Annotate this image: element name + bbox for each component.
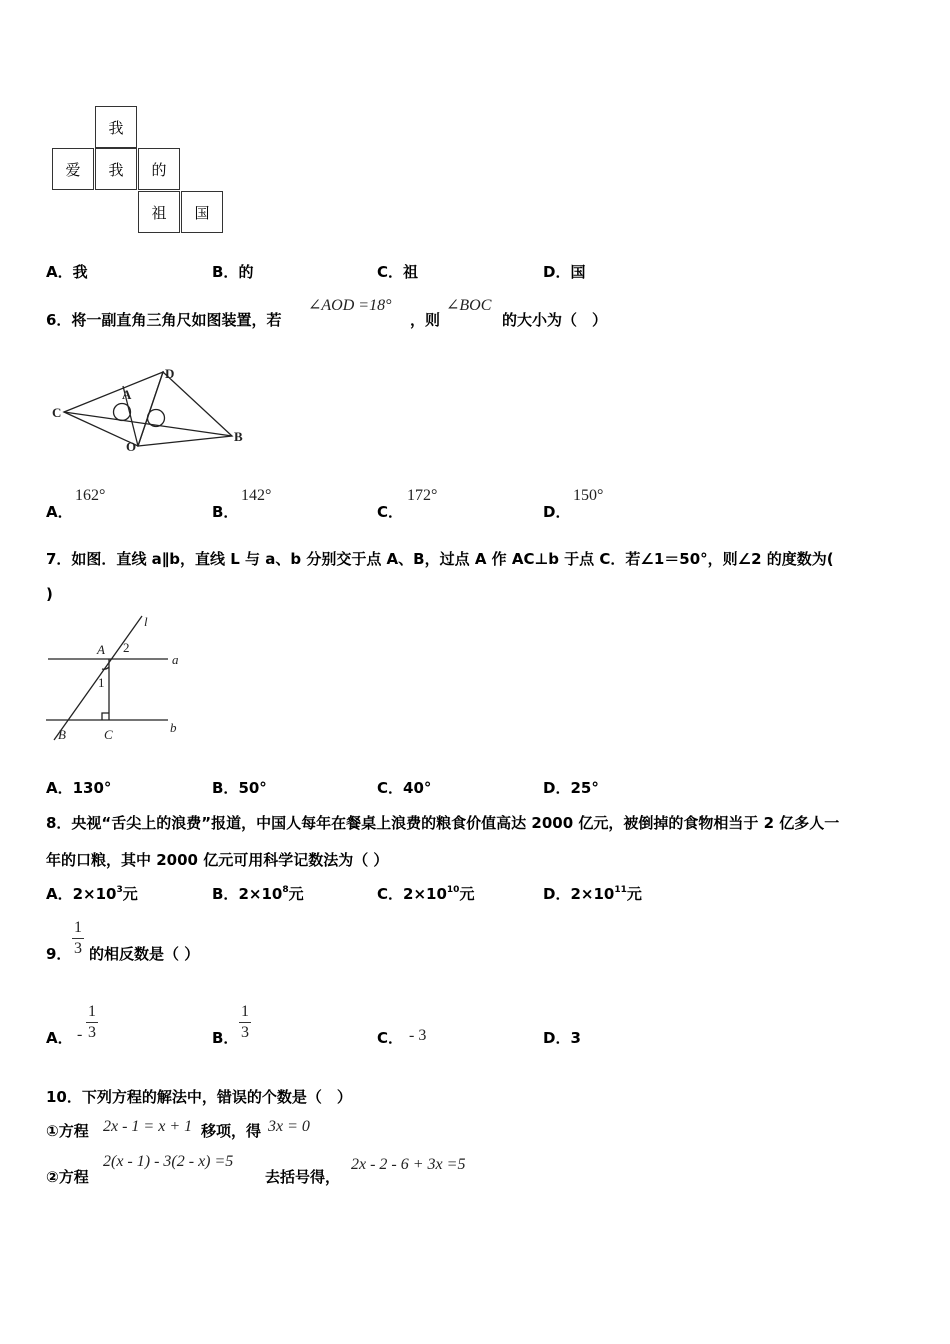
label-b: B [234,429,243,444]
q10-item2-prefix: ②方程 [46,1168,89,1186]
q6-triangle-figure [40,360,260,460]
q6-option-a: A． [46,503,73,521]
q6-target-angle: ∠BOC [446,297,492,314]
q10-item2-equation: 2(x - 1) - 3(2 - x) =5 [103,1153,234,1170]
q8-option-c: C．$2\times 10^{10}$元 [377,885,475,903]
triangle-dob [138,372,232,446]
cube-net-cell: 我 [95,148,137,190]
q7-option-d: D．25° [543,779,599,797]
angle-mark-circle [114,404,131,421]
q9-fraction: $\frac{1}{3}$ [74,919,82,957]
q9-option-c: C． [377,1029,404,1047]
q8-option-b: B．$2\times 10^8$元 [212,885,304,903]
q5-option-a: A．我 [46,263,88,281]
cube-net-cell: 我 [95,106,137,148]
q6-stem-prefix: 6．将一副直角三角尺如图装置，若 [46,311,282,329]
label-b-line: b [170,720,177,735]
q10-item1-result: 3x = 0 [268,1118,310,1135]
q6-option-c: C． [377,503,404,521]
q10-item2-action: 去括号得， [265,1168,341,1186]
label-c: C [52,405,62,420]
label-a: A [122,387,132,402]
q9-option-a: A． [46,1029,73,1047]
q10-item1-prefix: ①方程 [46,1122,89,1140]
q6-stem-suffix: 的大小为（ ） [502,311,608,329]
q7-option-b: B．50° [212,779,267,797]
q8-option-a: A．$2\times 10^3$元 [46,885,138,903]
q8-stem-line2: 年的口粮，其中 2000 亿元可用科学记数法为（ ） [46,851,389,869]
q9-option-b: B． [212,1029,239,1047]
q6-option-b: B． [212,503,239,521]
label-a-point: A [97,642,105,657]
label-a-line: a [172,652,179,667]
q8-option-d: D．$2\times 10^{11}$元 [543,885,642,903]
q7-stem-line2: ) [46,585,53,603]
q5-option-d: D．国 [543,263,586,281]
q8-stem-line1: 8．央视“舌尖上的浪费”报道，中国人每年在餐桌上浪费的粮食价值高达 2000 亿元，被倒掉的食物相当于 2 亿多人一 [46,814,840,832]
q10-item2-result: 2x - 2 - 6 + 3x =5 [351,1156,466,1173]
q9-option-b-fraction: $\frac{1}{3}$ [241,1003,249,1041]
q7-parallel-lines-figure [40,612,200,747]
label-d: D [165,366,175,381]
q9-option-a-sign: - [77,1026,83,1043]
q10-item1-equation: 2x - 1 = x + 1 [103,1118,193,1135]
cube-net-cell: 的 [138,148,180,190]
label-angle-2: 2 [123,640,130,655]
q5-option-c: C．祖 [377,263,419,281]
q7-stem-line1: 7．如图．直线 a∥b，直线 L 与 a、b 分别交于点 A、B，过点 A 作 AC⊥b 于点 C．若∠1＝50°，则∠2 的度数为( [46,550,834,568]
label-b-point: B [58,727,66,742]
cube-net-cell: 国 [181,191,223,233]
q6-stem-mid: ，则 [410,311,441,329]
angle-mark-circle [148,410,165,427]
q9-option-d: D．3 [543,1029,581,1047]
label-o: O [126,439,137,454]
q7-option-c: C．40° [377,779,432,797]
q9-number: 9． [46,945,72,963]
label-c-point: C [104,727,113,742]
q9-option-a-fraction: $\frac{1}{3}$ [88,1003,96,1041]
cube-net-cell: 爱 [52,148,94,190]
q7-option-a: A．130° [46,779,112,797]
q6-option-a-value: 162° [75,487,106,504]
q10-stem: 10．下列方程的解法中，错误的个数是（ ） [46,1088,352,1106]
label-l: l [144,614,148,629]
q6-option-c-value: 172° [407,487,438,504]
q10-item1-action: 移项，得 [201,1122,262,1140]
label-angle-1: 1 [98,675,105,690]
q6-option-d-value: 150° [573,487,604,504]
right-angle-mark [102,713,109,720]
q6-option-d: D． [543,503,571,521]
q6-condition-angle: ∠AOD =18° [308,297,392,314]
q5-option-b: B．的 [212,263,254,281]
q9-option-c-value: - 3 [409,1027,427,1044]
cube-net-cell: 祖 [138,191,180,233]
q9-stem-suffix: 的相反数是（ ） [89,945,200,963]
q6-option-b-value: 142° [241,487,272,504]
